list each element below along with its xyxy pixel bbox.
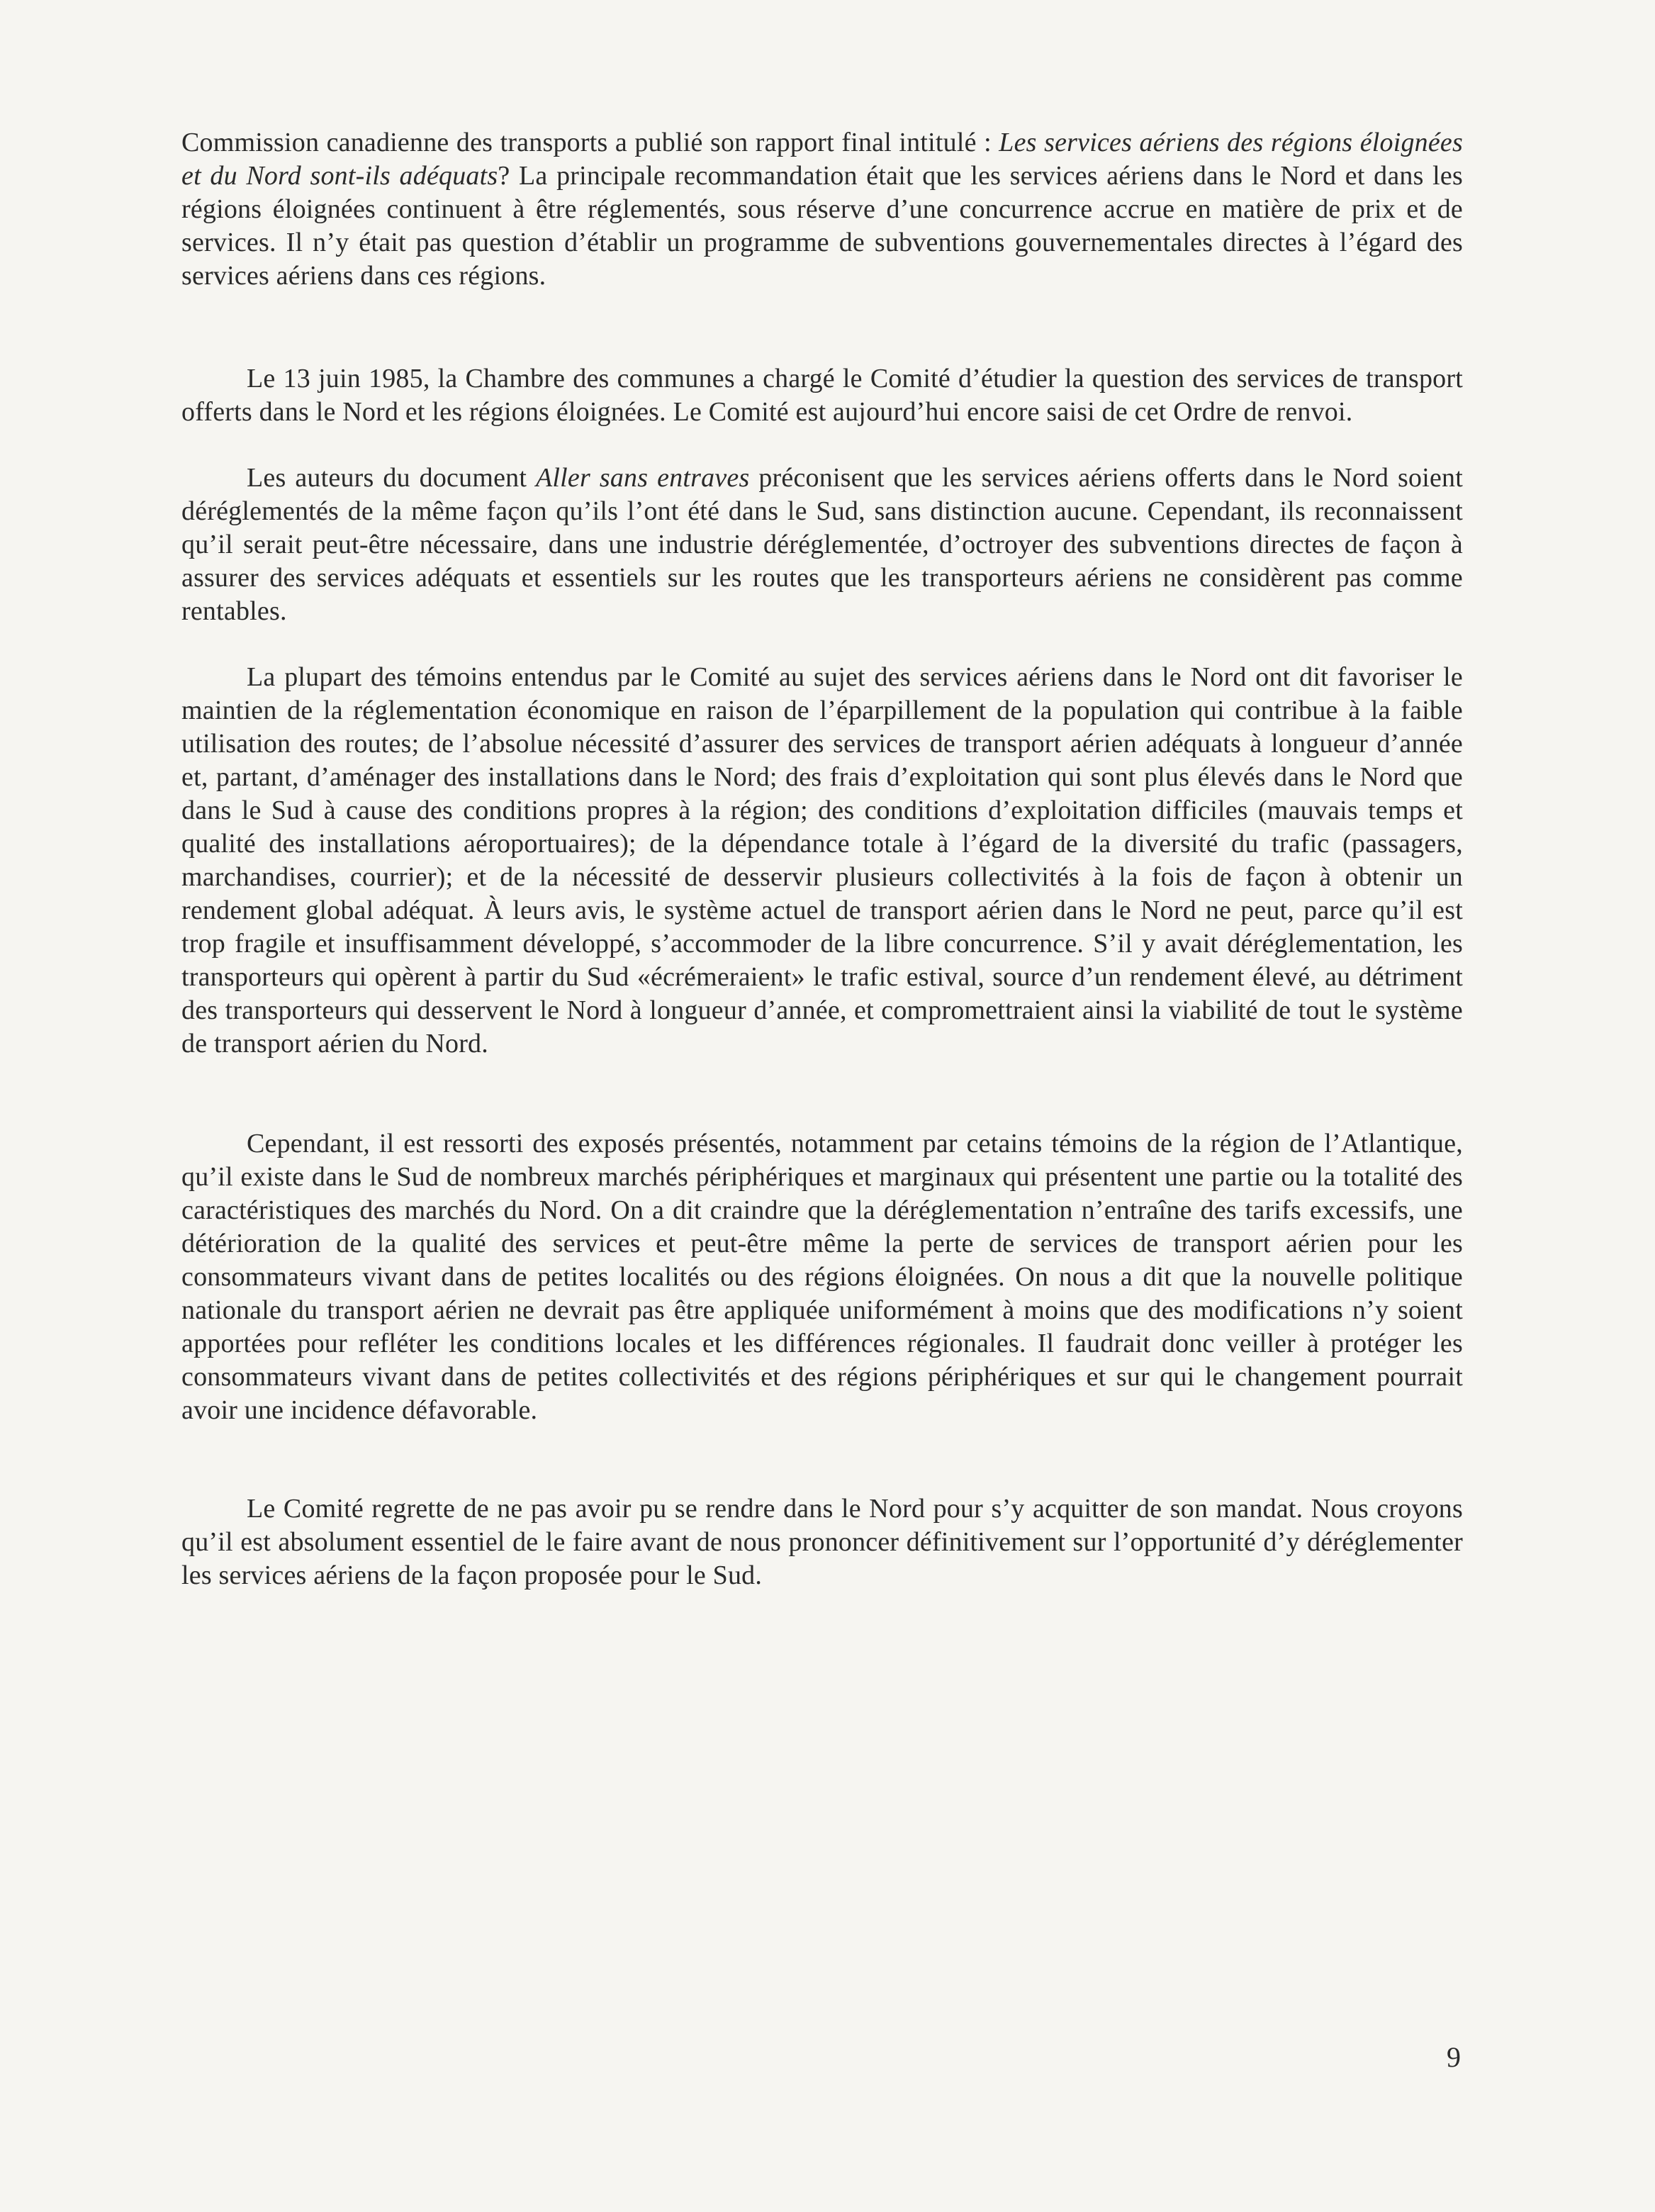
paragraph-2 <box>181 362 1463 429</box>
page-number: 9 <box>1447 2041 1461 2073</box>
paragraph-6-text: Le Comité regrette de ne pas avoir pu se rendre dans le Nord pour s’y acquitter de son mandat. Nous croyons qu’il est absolument essentiel de le faire avant de nous prononcer définitivement sur l’opportunité d’y déréglementer les services aériens de la façon proposée pour le Sud. <box>181 1494 1463 1590</box>
paragraph-5 <box>181 1127 1463 1427</box>
document-body <box>181 126 1463 1592</box>
paragraph-4-text: La plupart des témoins entendus par le Comité au sujet des services aériens dans le Nord ont dit favoriser le maintien de la réglementation économique en raison de l’éparpillement de la population qui contribue à la faible utilisation des routes; de l’absolue nécessité d’assurer des services de transport aérien adéquats à longueur d’année et, partant, d’aménager des installations dans le Nord; des frais d’exploitation qui sont plus élevés dans le Nord que dans le Sud à cause des conditions propres à la région; des conditions d’exploitation difficiles (mauvais temps et qualité des installations aéroportuaires); de la dépendance totale à l’égard de la diversité du trafic (passagers, marchandises, courrier); et de la nécessité de desservir plusieurs collectivités à la fois de façon à obtenir un rendement global adéquat. À leurs avis, le système actuel de transport aérien dans le Nord ne peut, parce qu’il est trop fragile et insuffisamment développé, s’accommoder de la libre concurrence. S’il y avait déréglementation, les transporteurs qui opèrent à partir du Sud «écrémeraient» le trafic estival, source d’un rendement élevé, au détriment des transporteurs qui desservent le Nord à longueur d’année, et compromettraient ainsi la viabilité de tout le système de transport aérien du Nord. <box>181 662 1463 1058</box>
paragraph-5-text: Cependant, il est ressorti des exposés présentés, notamment par cetains témoins de la région de l’Atlantique, qu’il existe dans le Sud de nombreux marchés périphériques et marginaux qui présentent une partie ou la totalité des caractéristiques des marchés du Nord. On a dit craindre que la déréglementation n’entraîne des tarifs excessifs, une détérioration de la qualité des services et peut-être même la perte de services de transport aérien pour les consommateurs vivant dans de petites localités ou des régions éloignées. On nous a dit que la nouvelle politique nationale du transport aérien ne devrait pas être appliquée uniformément à moins que des modifications n’y soient apportées pour refléter les conditions locales et les différences régionales. Il faudrait donc veiller à protéger les consommateurs vivant dans de petites collectivités et des régions périphériques et sur qui le changement pourrait avoir une incidence défavorable. <box>181 1129 1463 1425</box>
paragraph-3-text-1: Les auteurs du document <box>247 463 536 493</box>
paragraph-1-report-title: Les services aériens des régions éloignées et du Nord sont-ils adéquats <box>181 128 1463 191</box>
paragraph-6 <box>181 1492 1463 1592</box>
paragraph-1-text-1: Commission canadienne des transports a publié son rapport final intitulé : <box>181 128 999 157</box>
paragraph-3-document-title: Aller sans entraves <box>536 463 750 493</box>
paragraph-4 <box>181 661 1463 1061</box>
paragraph-1 <box>181 126 1463 293</box>
paragraph-2-text: Le 13 juin 1985, la Chambre des communes a chargé le Comité d’étudier la question des services de transport offerts dans le Nord et les régions éloignées. Le Comité est aujourd’hui encore saisi de cet Ordre de renvoi. <box>181 364 1463 427</box>
paragraph-3 <box>181 462 1463 628</box>
paragraph-3-text-2: préconisent que les services aériens offerts dans le Nord soient déréglementés de la même façon qu’ils l’ont été dans le Sud, sans distinction aucune. Cependant, ils reconnaissent qu’il serait peut-être nécessaire, dans une industrie déréglementée, d’octroyer des subventions directes de façon à assurer des services adéquats et essentiels sur les routes que les transporteurs aériens ne considèrent pas comme rentables. <box>181 463 1463 626</box>
paragraph-1-text-2: ? La principale recommandation était que les services aériens dans le Nord et dans les régions éloignées continuent à être réglementés, sous réserve d’une concurrence accrue en matière de prix et de services. Il n’y était pas question d’établir un programme de subventions gouvernementales directes à l’égard des services aériens dans ces régions. <box>181 161 1463 291</box>
